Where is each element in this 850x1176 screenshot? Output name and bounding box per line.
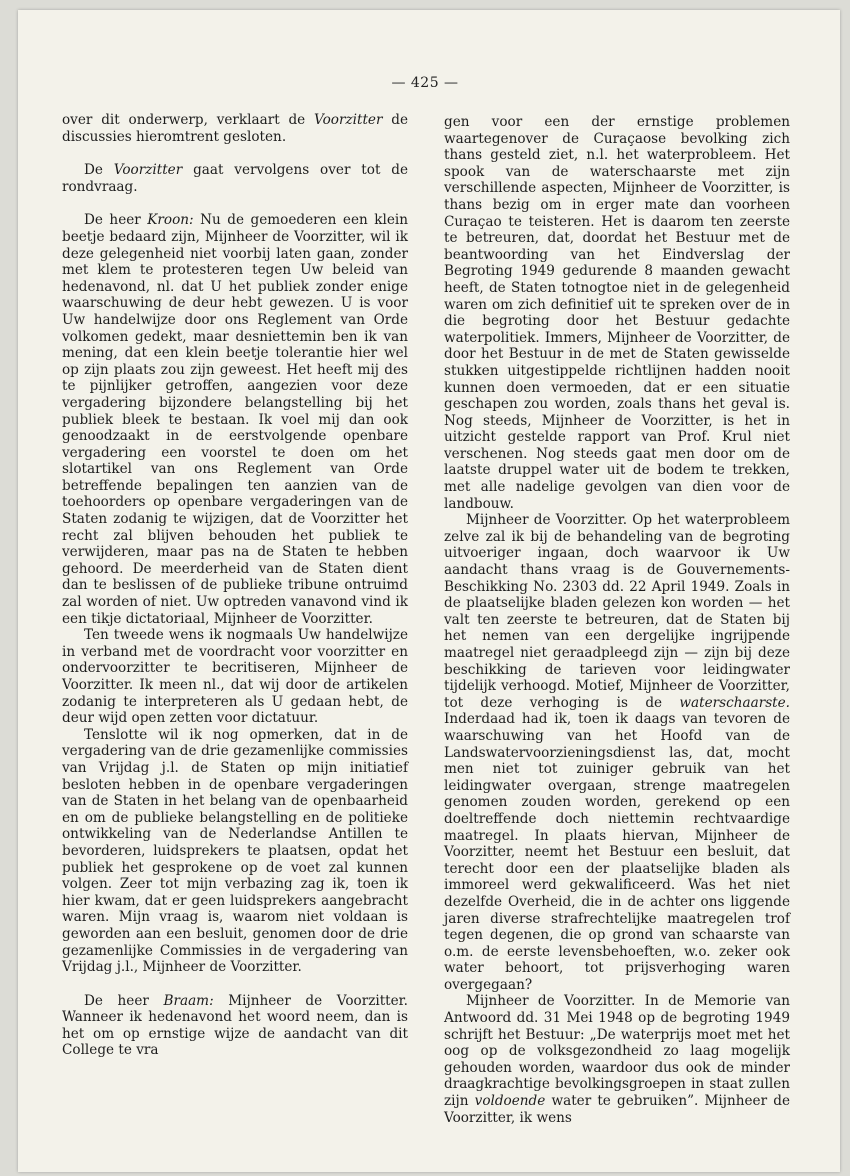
paragraph: Ten tweede wens ik nogmaals Uw handelwijze in verband met de voordracht voor voorzitter en ondervoorzitter te becritiseren, Mijnheer de Voorzitter. Ik meen nl., dat wij door de artikelen zodanig te interpreteren als U gedaan hebt, de deur wijd open zetten voor dictatuur. (62, 627, 408, 727)
left-column (62, 112, 408, 1059)
page-number: — 425 — (391, 75, 459, 91)
paragraph: gen voor een der ernstige problemen waartegenover de Curaçaose bevolking zich thans gesteld ziet, n.l. het waterprobleem. Het spook van de waterschaarste met zijn verschillende aspecten, Mijnheer de Voorzitter, is thans bezig om in erger mate dan voorheen Curaçao te teisteren. Het is daarom ten zeerste te betreuren, dat, doordat het Bestuur met de beantwoording van het Eindverslag der Begroting 1949 gedurende 8 maanden gewacht heeft, de Staten totnogtoe niet in de gelegenheid waren om zich definitief uit te spreken over de in die begroting door het Bestuur gedachte waterpolitiek. Immers, Mijnheer de Voorzitter, de door het Bestuur in de met de Staten gewisselde stukken uitgestippelde richtlijnen hadden nooit kunnen doen vermoeden, dat er een situatie geschapen zou worden, zoals thans het geval is. Nog steeds, Mijnheer de Voorzitter, is het in uitzicht gestelde rapport van Prof. Krul niet verschenen. Nog steeds gaat men door om de laatste druppel water uit de bodem te trekken, met alle nadelige gevolgen van dien voor de landbouw. (444, 114, 790, 512)
paragraph: over dit onderwerp, verklaart de Voorzitter de discussies hieromtrent gesloten. (62, 112, 408, 145)
paragraph: De heer Kroon: Nu de gemoederen een klein beetje bedaard zijn, Mijnheer de Voorzitter, wil ik deze gelegenheid niet voorbij laten gaan, zonder met klem te protesteren tegen Uw beleid van hedenavond, nl. dat U het publiek zonder enige waarschuwing de deur hebt gewezen. U is voor Uw handelwijze door ons Reglement van Orde volkomen gedekt, maar desniettemin ben ik van mening, dat een klein beetje tolerantie hier wel op zijn plaats zou zijn geweest. Het heeft mij des te pijnlijker getroffen, aangezien voor deze vergadering bijzondere belangstelling bij het publiek bleek te bestaan. Ik voel mij dan ook genoodzaakt in de eerstvolgende openbare vergadering een voorstel te doen om het slotartikel van ons Reglement van Orde betreffende bepalingen ten aanzien van de toehoorders op openbare vergaderingen van de Staten zodanig te wijzigen, dat de Voorzitter het recht zal blijven behouden het publiek te verwijderen, maar pas na de Staten te hebben gehoord. De meerderheid van de Staten dient dan te beslissen of de publieke tribune ontruimd zal worden of niet. Uw optreden vanavond vind ik een tikje dictatoriaal, Mijnheer de Voorzitter. (62, 212, 408, 627)
speaker-name: Braam: (163, 992, 214, 1009)
paragraph: Mijnheer de Voorzitter. In de Memorie van Antwoord dd. 31 Mei 1948 op de begroting 1949 schrijft het Bestuur: „De waterprijs moet met het oog op de volksgezondheid zo laag mogelijk gehouden worden, waardoor dus ook de minder draagkrachtige bevolkingsgroepen in staat zullen zijn voldoende water te gebruiken”. Mijnheer de Voorzitter, ik wens (444, 993, 790, 1126)
speaker-name: Voorzitter (113, 162, 183, 179)
emphasis: waterschaarste. (679, 694, 790, 711)
paragraph: De heer Braam: Mijnheer de Voorzitter. Wanneer ik hedenavond het woord neem, dan is het om op ernstige wijze de aandacht van dit College te vra (62, 992, 409, 1059)
paragraph: Mijnheer de Voorzitter. Op het waterprobleem zelve zal ik bij de behandeling van de begroting uitvoeriger ingaan, doch waarvoor ik Uw aandacht thans vraag is de Gouvernements-Beschikking No. 2303 dd. 22 April 1949. Zoals in de plaatselijke bladen gelezen kon worden — het valt ten zeerste te betreuren, dat de Staten bij het nemen van een dergelijke ingrijpende maatregel niet geraadpleegd zijn — zijn bij deze beschikking de tarieven voor leidingwater tijdelijk verhoogd. Motief, Mijnheer de Voorzitter, tot deze verhoging is de waterschaarste. Inderdaad had ik, toen ik daags van tevoren de waarschuwing van het Hoofd van de Landswatervoorzieningsdienst las, dat, mocht men niet tot zuiniger gebruik van het leidingwater overgaan, strenge maatregelen genomen zouden worden, gerekend op een doeltreffende doch niettemin rechtvaardige maatregel. In plaats hiervan, Mijnheer de Voorzitter, neemt het Bestuur een besluit, dat terecht door een der plaatselijke bladen als immoreel werd gekwalificeerd. Was het niet dezelfde Overheid, die in de achter ons liggende jaren diverse strafrechtelijke maatregelen trof tegen degenen, die op grond van schaarste van o.m. de eerste levensbehoeften, w.o. zeker ook water behoort, tot prijsverhoging waren overgegaan? (444, 512, 790, 993)
speaker-name: Voorzitter (314, 112, 383, 128)
emphasis: voldoende (474, 1093, 546, 1110)
speaker-name: Kroon: (147, 212, 194, 229)
right-column (444, 114, 790, 1126)
paragraph: De Voorzitter gaat vervolgens over tot de rondvraag. (62, 162, 409, 195)
paragraph: Tenslotte wil ik nog opmerken, dat in de vergadering van de drie gezamenlijke commissies van Vrijdag j.l. de Staten op mijn initiatief besloten hebben in de openbare vergaderingen van de Staten in het belang van de openbaarheid en om de publieke belangstelling en de politieke ontwikkeling van de Nederlandse Antillen te bevorderen, luidsprekers te plaatsen, opdat het publiek het gesprokene op de voet zal kunnen volgen. Zeer tot mijn verbazing zag ik, toen ik hier kwam, dat er geen luidsprekers aangebracht waren. Mijn vraag is, waarom niet voldaan is geworden aan een besluit, genomen door de drie gezamenlijke Commissies in de vergadering van Vrijdag j.l., Mijnheer de Voorzitter. (62, 726, 408, 976)
